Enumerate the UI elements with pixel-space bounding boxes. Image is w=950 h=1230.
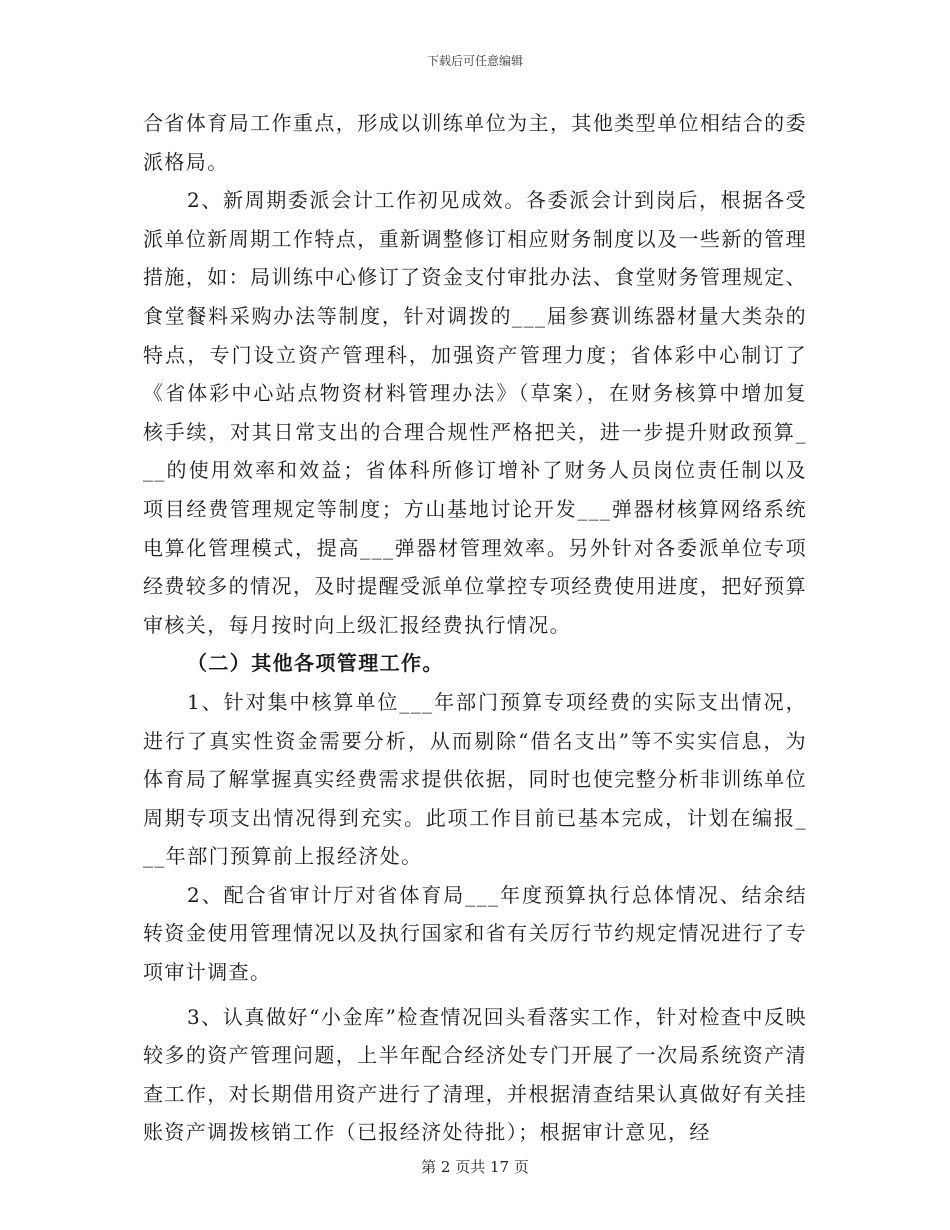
paragraph-item-3: 3、认真做好“小金库”检查情况回头看落实工作，针对检查中反映较多的资产管理问题，上半年配合经济处专门开展了一次局系统资产清查工作，对长期借用资产进行了清理，并根据清查结果认真做好有关挂账资产调拨核销工作（已报经济处待批）；根据审计意见，经 bbox=[143, 1004, 807, 1145]
paragraph-item-2: 2、新周期委派会计工作初见成效。各委派会计到岗后，根据各受派单位新周期工作特点，重新调整修订相应财务制度以及一些新的管理措施，如：局训练中心修订了资金支付审批办法、食堂财务管理规定、食堂餐料采购办法等制度，针对调拨的___届参赛训练器材量大类杂的特点，专门设立资产管理科，加强资产管理力度；省体彩中心制订了《省体彩中心站点物资材料管理办法》（草案），在财务核算中增加复核手续，对其日常支出的合理合规性严格把关，进一步提升财政预算___的使用效率和效益；省体科所修订增补了财务人员岗位责任制以及项目经费管理规定等制度；方山基地讨论开发___弹器材核算网络系统电算化管理模式，提高___弹器材管理效率。另外针对各委派单位专项经费较多的情况，及时提醒受派单位掌控专项经费使用进度，把好预算审核关，每月按时向上级汇报经费执行情况。 bbox=[143, 188, 807, 637]
page-header: 下载后可任意编辑 bbox=[426, 54, 523, 68]
section-heading: （二）其他各项管理工作。 bbox=[187, 651, 444, 676]
document-body bbox=[143, 104, 807, 1152]
paragraph-item-2b: 2、配合省审计厅对省体育局___年度预算执行总体情况、结余结转资金使用管理情况以及执行国家和省有关厉行节约规定情况进行了专项审计调查。 bbox=[143, 882, 807, 985]
page-footer: 第 2 页共 17 页 bbox=[421, 1158, 529, 1176]
paragraph-continuation: 合省体育局工作重点，形成以训练单位为主，其他类型单位相结合的委派格局。 bbox=[143, 111, 807, 174]
paragraph-item-1: 1、针对集中核算单位___年部门预算专项经费的实际支出情况，进行了真实性资金需要分析，从而剔除“借名支出”等不实实信息，为体育局了解掌握真实经费需求提供依据，同时也使完整分析非训练单位周期专项支出情况得到充实。此项工作目前已基本完成，计划在编报___年部门预算前上报经济处。 bbox=[143, 689, 807, 869]
